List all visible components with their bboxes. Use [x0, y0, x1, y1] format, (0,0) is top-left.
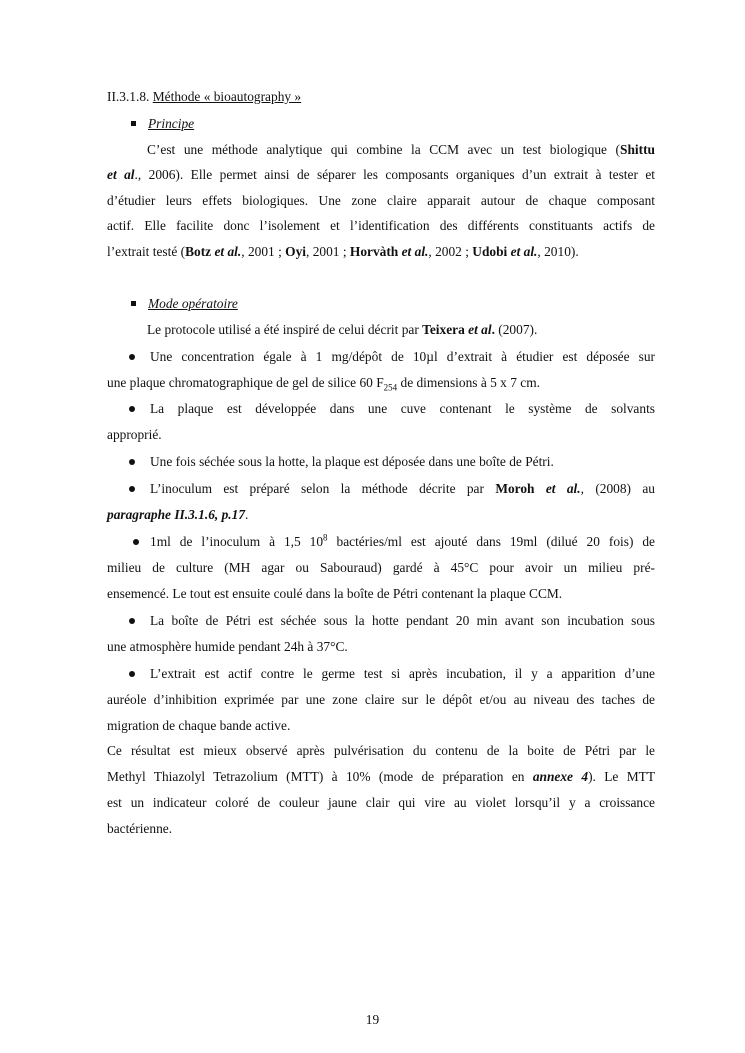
- bullet-dot-icon: [129, 618, 135, 624]
- bullet-4-line-1: L’inoculum est préparé selon la méthode décrite par Moroh et al., (2008) au: [129, 480, 655, 498]
- bullet-5-line-2: milieu de culture (MH agar ou Sabouraud) gardé à 45°C pour avoir un milieu pré-: [107, 560, 655, 575]
- bullet-5-line-1: 1ml de l’inoculum à 1,5 $10^8$ bactéries/ml est ajouté dans 19ml (dilué 20 fois) de: [133, 533, 655, 551]
- principe-line-3: d’étudier leurs effets biologiques. Une zone claire apparait autour de chaque composant: [107, 193, 655, 208]
- square-bullet-icon: [131, 301, 136, 306]
- bullet-6-line-1: La boîte de Pétri est séchée sous la hotte pendant 20 min avant son incubation sous: [129, 612, 655, 630]
- bullet-2-line-1: La plaque est développée dans une cuve contenant le système de solvants: [129, 400, 655, 418]
- section-heading: [107, 88, 655, 106]
- result-paragraph-line-2: Methyl Thiazolyl Tetrazolium (MTT) à 10% (mode de préparation en annexe 4). Le MTT: [107, 769, 656, 784]
- result-paragraph-line-3: est un indicateur coloré de couleur jaune clair qui vire au violet lorsqu’il y a croissance: [107, 795, 655, 810]
- section-number: II.3.1.8.: [107, 89, 153, 104]
- result-paragraph-line-4: bactérienne.: [107, 821, 173, 836]
- bullet-dot-icon: [129, 459, 135, 465]
- bullet-dot-icon: [133, 539, 139, 545]
- bullet-3-line-1: Une fois séchée sous la hotte, la plaque est déposée dans une boîte de Pétri.: [129, 453, 677, 471]
- bullet-6-line-2: une atmosphère humide pendant 24h à 37°C.: [107, 639, 348, 654]
- principe-line-5: l’extrait testé (Botz et al., 2001 ; Oyi, 2001 ; Horvàth et al., 2002 ; Udobi et al., 2010).: [107, 244, 579, 259]
- bullet-1-line-2: une plaque chromatographique de gel de silice 60 $F_{254}$ de dimensions à 5 x 7 cm.: [107, 375, 540, 393]
- page-number: 19: [365, 1012, 380, 1027]
- square-bullet-icon: [131, 121, 136, 126]
- mode-intro: Le protocole utilisé a été inspiré de celui décrit par Teixera et al. (2007).: [147, 322, 538, 337]
- bullet-7-line-1: L’extrait est actif contre le germe test si après incubation, il y a apparition d’une: [129, 665, 655, 683]
- principe-line-4: actif. Elle facilite donc l’isolement et l’identification des différents constituants actifs de: [107, 218, 655, 233]
- principe-line-1: C’est une méthode analytique qui combine la CCM avec un test biologique (Shittu: [147, 142, 655, 157]
- bullet-1-line-1: Une concentration égale à 1 mg/dépôt de 10µl d’extrait à étudier est déposée sur: [129, 348, 655, 366]
- principe-heading: [131, 115, 679, 133]
- bullet-4-line-2: paragraphe II.3.1.6, p.17.: [107, 507, 249, 522]
- bullet-dot-icon: [129, 406, 135, 412]
- mode-heading: [131, 295, 679, 313]
- mode-heading-text: Mode opératoire: [148, 296, 238, 311]
- principe-heading-text: Principe: [148, 116, 195, 131]
- bullet-dot-icon: [129, 486, 135, 492]
- principe-line-2: et al., 2006). Elle permet ainsi de séparer les composants organiques d’un extrait à tester et: [107, 167, 655, 182]
- result-paragraph-line-1: Ce résultat est mieux observé après pulvérisation du contenu de la boite de Pétri par le: [107, 743, 655, 758]
- section-title: Méthode « bioautography »: [152, 89, 302, 104]
- bullet-dot-icon: [129, 354, 135, 360]
- bullet-5-line-3: ensemencé. Le tout est ensuite coulé dans la boîte de Pétri contenant la plaque CCM.: [107, 586, 563, 601]
- bullet-2-line-2: approprié.: [107, 427, 162, 442]
- bullet-7-line-3: migration de chaque bande active.: [107, 718, 291, 733]
- bullet-dot-icon: [129, 671, 135, 677]
- bullet-7-line-2: auréole d’inhibition exprimée par une zone claire sur le dépôt et/ou au niveau des taches de: [107, 692, 655, 707]
